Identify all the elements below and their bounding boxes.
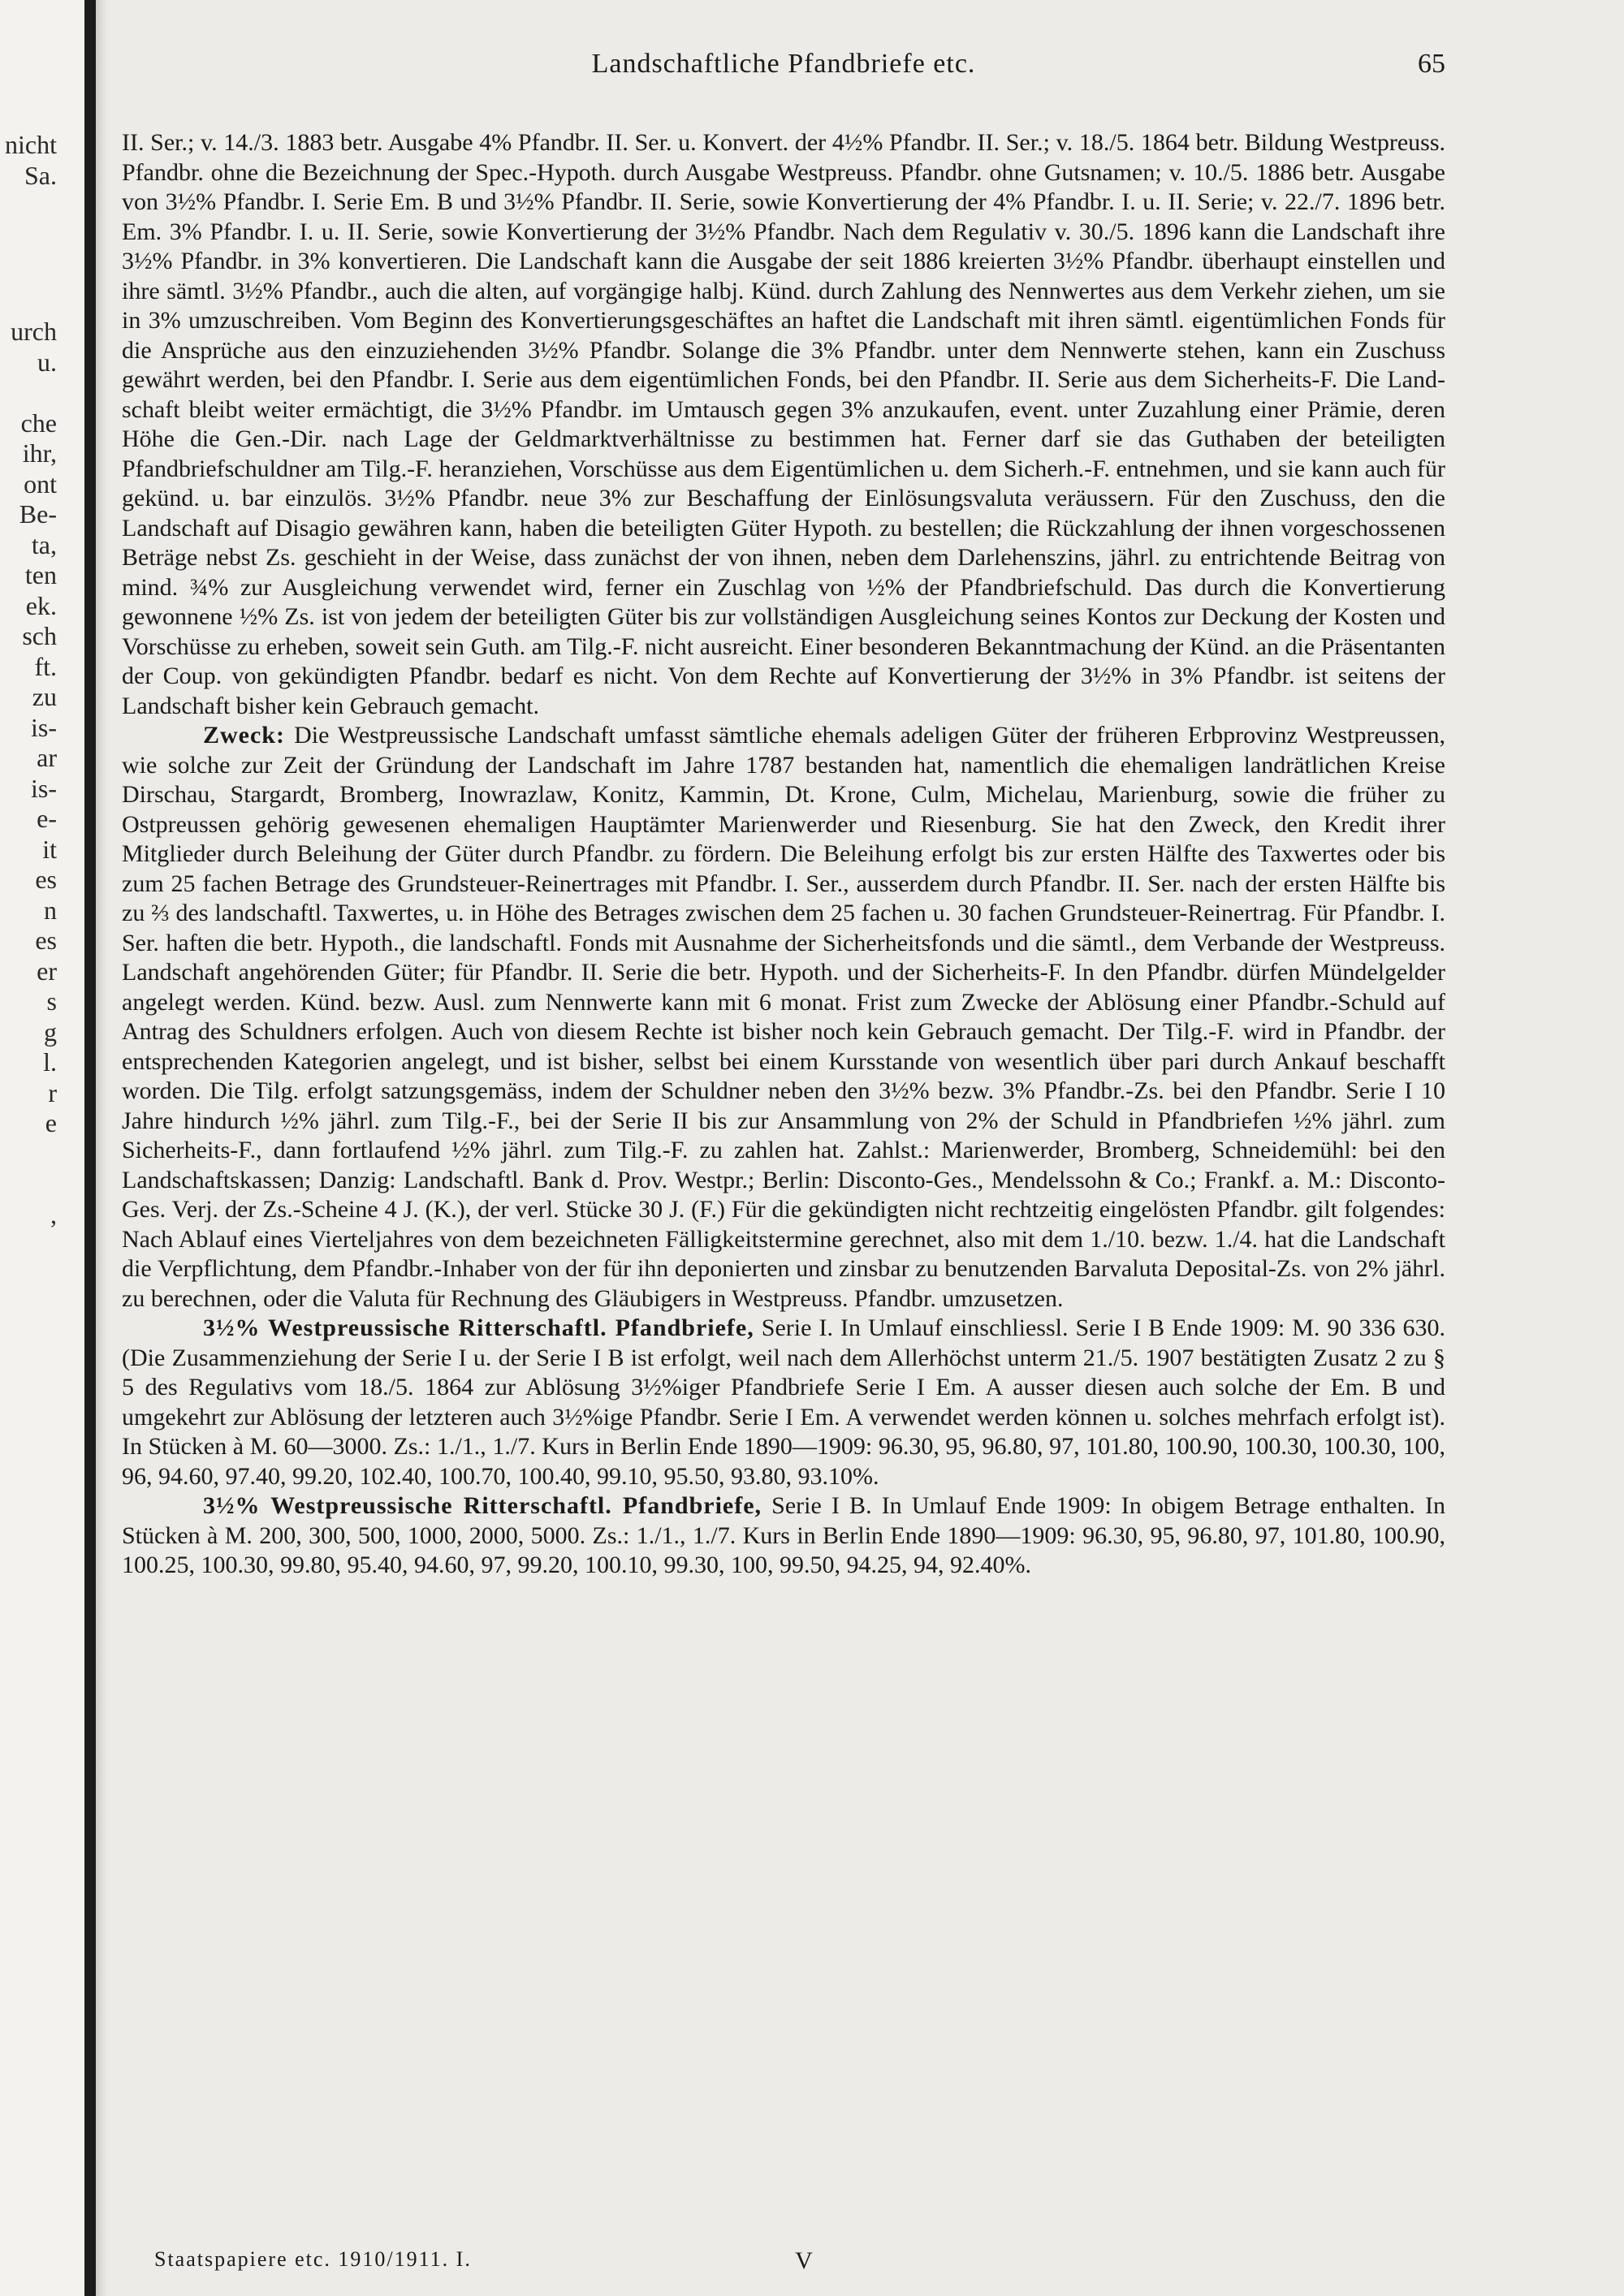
margin-fragment: u. — [37, 347, 57, 377]
zweck-text: Die Westpreussische Landschaft umfasst sämtliche ehemals adeligen Güter der früheren Erbprovinz Westpreussen, wie solche zur Zeit der Gründung der Landschaft im Jahre 1787 bestanden hat, namentlich die ehemaligen landrätlichen Kreise Dirschau, Stargardt, Bromberg, Inowrazlaw, Konitz, Kammin, Dt. Krone, Culm, Michelau, Marienburg, sowie die früher zu Ostpreussen gehörig gewesenen ehemaligen Hauptämter Marienwerder und Riesenburg. Sie hat den Zweck, den Kredit ihrer Mitglieder durch Beleihung der Güter durch Pfandbr. zu fördern. Die Beleihung erfolgt bis zur ersten Hälfte des Taxwertes oder bis zum 25 fachen Betrage des Grundsteuer-Reinertrages mit Pfandbr. I. Ser., ausserdem durch Pfandbr. II. Ser. nach der ersten Hälfte bis zu ⅔ des landschaftl. Taxwertes, u. in Höhe des Betrages zwischen dem 25 fachen u. 30 fachen Grundsteuer-Reinertrag. Für Pfandbr. I. Ser. haften die betr. Hypoth., die landschaftl. Fonds mit Ausnahme der Sicherheitsfonds und die sämtl., dem Verbande der Westpreuss. Landschaft angehörenden Güter; für Pfandbr. II. Serie die betr. Hypoth. und der Sicherheits-F. In den Pfandbr. dürfen Mündelgelder angelegt werden. Künd. bezw. Ausl. zum Nennwerte kann mit 6 monat. Frist zum Zwecke der Ablösung einer Pfandbr.-Schuld auf Antrag des Schuldners erfolgen. Auch von diesem Rechte ist bisher noch kein Gebrauch gemacht. Der Tilg.-F. wird in Pfandbr. der entsprechenden Kategorien angelegt, und ist bisher, selbst bei einem Kursstande von wesentlich über pari durch Ankauf beschafft worden. Die Tilg. erfolgt satzungsgemäss, indem der Schuldner neben den 3½% bezw. 3% Pfandbr.-Zs. bei den Pfandbr. Serie I 10 Jahre hindurch ½% jährl. zum Tilg.-F., bei der Serie II bis zur Ansammlung von 2% der Schuld in Pfandbriefen ½% jährl. zum Sicherheits-F., dann fortlaufend ½% jährl. zum Tilg.-F. zu zahlen hat. Zahlst.: Marienwerder, Bromberg, Schneidemühl: bei den Landschaftskassen; Danzig: Landschaftl. Bank d. Prov. Westpr.; Berlin: Disconto-Ges., Mendelssohn & Co.; Frankf. a. M.: Disconto-Ges. Verj. der Zs.-Scheine 4 J. (K.), der verl. Stücke 30 J. (F.) Für die gekündigten nicht rechtzeitig eingelösten Pfandbr. gilt folgendes: Nach Ablauf eines Vierteljahres von dem bezeichneten Fälligkeitstermine gerechnet, also mit dem 1./10. bezw. 1./4. hat die Landschaft die Verpflichtung, dem Pfandbr.-Inhaber von der für ihn deponierten und zinsbar zu benutzenden Barvaluta Deposital-Zs. von 2% jährl. zu berechnen, oder die Valuta für Rechnung des Gläubigers in Westpreuss. Pfandbr. umzusetzen. — [122, 722, 1446, 1312]
serie-ib-paragraph — [122, 1491, 1445, 1581]
running-title: Landschaftliche Pfandbriefe etc. — [591, 49, 976, 79]
margin-fragment: r — [48, 1078, 57, 1107]
serie-i-heading: 3½% Westpreussische Ritterschaftl. Pfandbriefe, — [203, 1314, 754, 1341]
margin-fragment: e- — [37, 804, 57, 833]
printer-signature: Staatspapiere etc. 1910/1911. I. — [154, 2247, 472, 2271]
serie-i-text: Serie I. In Umlauf einschliessl. Serie I B Ende 1909: M. 90 336 630. (Die Zusammenziehung der Serie I u. der Serie I B ist erfolgt, weil nach dem Allerhöchst unterm 21./5. 1907 bestätigten Zusatz 2 zu § 5 des Regulativs vom 18./5. 1864 zur Ablösung 3½%iger Pfandbriefe Serie I Em. A ausser diesen auch solche der Em. B und umgekehrt zur Ablösung der letzteren auch 3½%ige Pfandbr. Serie I Em. A verwendet werden können u. solches mehrfach erfolgt ist). In Stücken à M. 60—3000. Zs.: 1./1., 1./7. Kurs in Berlin Ende 1890—1909: 96.30, 95, 96.80, 97, 101.80, 100.90, 100.30, 100.30, 100, 96, 94.60, 97.40, 99.20, 102.40, 100.70, 100.40, 99.10, 95.50, 93.80, 93.10%. — [122, 1314, 1445, 1490]
margin-fragment: ten — [24, 560, 57, 589]
margin-fragment: Be- — [19, 499, 57, 529]
margin-fragment: ihr, — [22, 438, 57, 468]
margin-fragment: is- — [31, 713, 57, 742]
adjacent-page-margin — [0, 0, 84, 2296]
margin-fragment: nicht — [5, 130, 57, 159]
gutter-shadow — [96, 0, 107, 2296]
margin-fragment: ek. — [25, 591, 57, 620]
margin-fragment: ta, — [31, 530, 57, 559]
margin-fragment: es — [35, 865, 57, 894]
page-body — [122, 49, 1445, 1581]
serie-ib-text: Serie I B. In Umlauf Ende 1909: In obigem Betrage enthalten. In Stücken à M. 200, 300, 500, 1000, 2000, 5000. Zs.: 1./1., 1./7. Kurs in Berlin Ende 1890—1909: 96.30, 95, 96.80, 97, 101.80, 100.90, 100.25, 100.30, 99.80, 95.40, 94.60, 97, 99.20, 100.10, 99.30, 100, 99.50, 94.25, 94, 92.40%. — [122, 1492, 1445, 1578]
serie-i-paragraph — [122, 1314, 1445, 1491]
page-number: 65 — [1418, 49, 1445, 79]
main-text — [122, 128, 1445, 1581]
regulations-paragraph: II. Ser.; v. 14./3. 1883 betr. Ausgabe 4% Pfandbr. II. Ser. u. Konvert. der 4½% Pfandbr. II. Ser.; v. 18./5. 1864 betr. Bildung Westpreuss. Pfandbr. ohne die Bezeichnung der Spec.-Hypoth. durch Ausgabe Westpreuss. Pfandbr. ohne Gutsnamen; v. 10./5. 1886 betr. Ausgabe von 3½% Pfandbr. I. Serie Em. B und 3½% Pfandbr. II. Serie, sowie Konvertierung der 4% Pfandbr. I. u. II. Serie; v. 22./7. 1896 betr. Em. 3% Pfandbr. I. u. II. Serie, sowie Konvertierung der 3½% Pfandbr. Nach dem Regulativ v. 30./5. 1896 kann die Landschaft ihre 3½% Pfandbr. in 3% konvertieren. Die Landschaft kann die Ausgabe der seit 1886 kreierten 3½% Pfandbr. überhaupt einstellen und ihre sämtl. 3½% Pfandbr., auch die alten, auf vorgängige halbj. Künd. durch Zahlung des Nennwertes aus dem Verkehr ziehen, um sie in 3% umzuschreiben. Vom Beginn des Konvertierungsgeschäftes an haftet die Landschaft mit ihren sämtl. eigentümlichen Fonds für die Ansprüche aus den einzuziehenden 3½% Pfandbr. Solange die 3% Pfandbr. unter dem Nennwerte stehen, kann ein Zuschuss gewährt werden, bei den Pfandbr. I. Serie aus dem eigentümlichen Fonds, bei den Pfandbr. II. Serie aus dem Sicherheits-F. Die Landschaft bleibt weiter ermächtigt, die 3½% Pfandbr. im Umtausch gegen 3% anzukaufen, event. unter Zuzahlung einer Prämie, deren Höhe die Gen.-Dir. nach Lage der Geldmarktverhältnisse zu bestimmen hat. Ferner darf sie das Guthaben der beteiligten Pfandbriefschuldner am Tilg.-F. heranziehen, Vorschüsse aus dem Eigentümlichen u. dem Sicherh.-F. entnehmen, und sie kann auch für gekünd. u. bar einzulös. 3½% Pfandbr. neue 3% zur Beschaffung der Einlösungsvaluta veräussern. Für den Zuschuss, den die Landschaft auf Disagio gewähren kann, haben die beteiligten Güter Hypoth. zu bestellen; die Rückzahlung der ihnen vorgeschossenen Beträge nebst Zs. geschieht in der Weise, dass zunächst der von ihnen, neben dem Darlehenszins, jährl. zu entrichtende Beitrag von mind. ¾% zur Ausgleichung verwendet wird, ferner ein Zuschlag von ½% der Pfandbriefschuld. Das durch die Konvertierung gewonnene ½% Zs. ist von jedem der beteiligten Güter bis zur vollständigen Ausgleichung seines Kontos zur Deckung der Kosten und Vorschüsse zu erheben, soweit sein Guth. am Tilg.-F. nicht ausreicht. Einer besonderen Bekanntmachung der Künd. an die Präsentanten der Coup. von gekündigten Pfandbr. bedarf es nicht. Von dem Rechte auf Konvertierung der 3½% in 3% Pfandbr. ist seitens der Landschaft bisher kein Gebrauch gemacht. — [122, 129, 1445, 719]
margin-fragment: it — [42, 835, 57, 864]
margin-fragment: Sa. — [24, 161, 57, 190]
zweck-heading: Zweck: — [203, 722, 285, 749]
zweck-paragraph — [122, 721, 1445, 1314]
margin-fragment: s — [46, 986, 57, 1016]
margin-fragment: ar — [37, 743, 57, 772]
margin-fragment: , — [50, 1200, 57, 1229]
margin-fragment: es — [35, 926, 57, 955]
margin-fragment: n — [44, 896, 57, 925]
running-head — [122, 49, 1445, 94]
margin-fragment: ont — [24, 469, 57, 498]
margin-fragment: e — [45, 1108, 57, 1137]
margin-fragment: ft. — [34, 652, 57, 681]
sheet-mark: V — [795, 2247, 813, 2274]
margin-fragment: sch — [22, 621, 57, 650]
margin-fragment: g — [44, 1017, 57, 1047]
margin-fragment: er — [37, 956, 57, 986]
margin-fragment: is- — [31, 774, 57, 803]
margin-fragment: l. — [43, 1047, 57, 1077]
serie-ib-heading: 3½% Westpreussische Ritterschaftl. Pfandbriefe, — [203, 1492, 762, 1519]
margin-fragment: zu — [32, 682, 57, 711]
book-gutter — [84, 0, 96, 2296]
margin-fragment: urch — [11, 317, 57, 346]
margin-fragment: che — [20, 408, 57, 438]
page-footer — [154, 2247, 1453, 2280]
